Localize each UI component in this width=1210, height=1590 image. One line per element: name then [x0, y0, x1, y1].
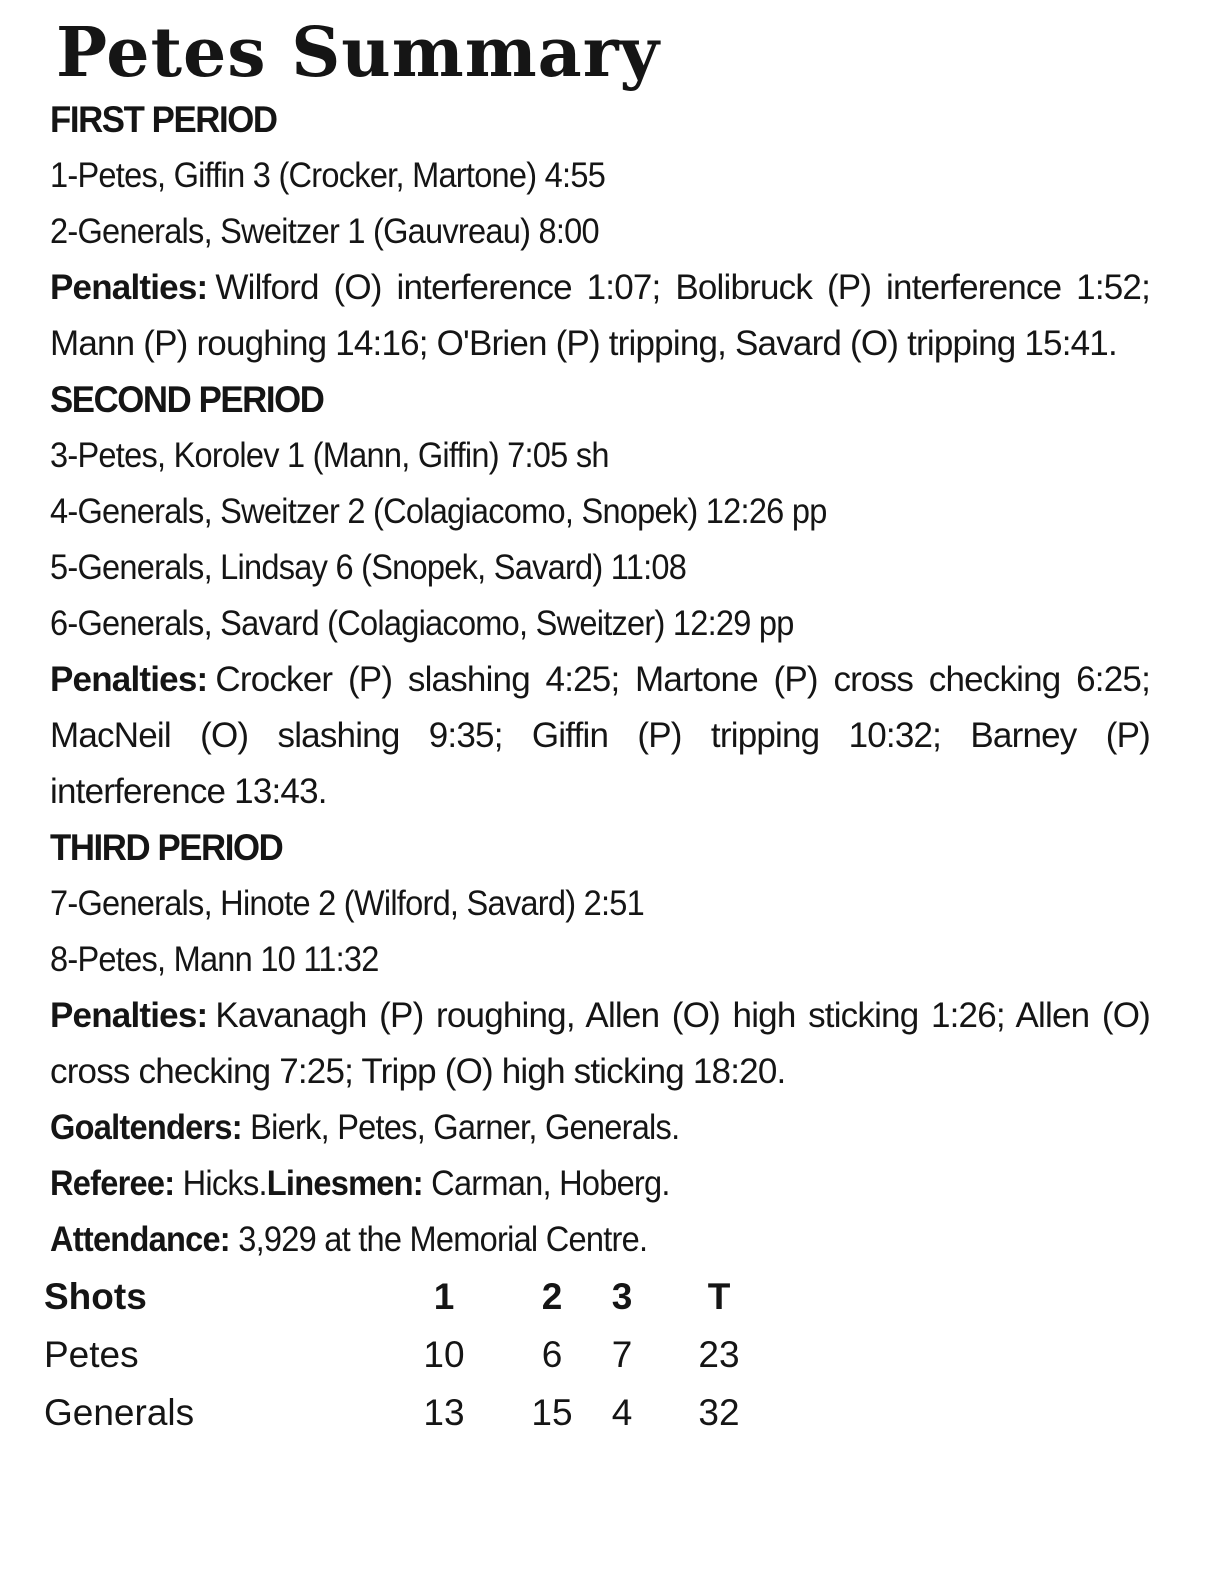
shots-cell: 7: [611, 1334, 633, 1375]
shots-header-row: [44, 1268, 1150, 1326]
shots-cell: 13: [423, 1392, 465, 1433]
officials-line: [50, 1156, 1073, 1212]
shots-cell: 6: [541, 1334, 563, 1375]
shots-row: [44, 1326, 1150, 1384]
penalties-paragraph: [50, 652, 1150, 820]
goal-line: 5-Generals, Lindsay 6 (Snopek, Savard) 11:08: [50, 548, 687, 587]
shots-header-period-3: 3: [611, 1276, 633, 1317]
goaltenders-line: [50, 1100, 1073, 1156]
shots-row: [44, 1384, 1150, 1442]
goal-line: 4-Generals, Sweitzer 2 (Colagiacomo, Snopek) 12:26 pp: [50, 492, 827, 531]
period-heading: SECOND PERIOD: [50, 379, 324, 420]
penalties-label: Penalties:: [50, 268, 208, 307]
referee-label: Referee:: [50, 1164, 175, 1203]
attendance-value: 3,929 at the Memorial Centre.: [238, 1220, 648, 1259]
referee-value: Hicks.: [182, 1164, 267, 1203]
goal-line: 7-Generals, Hinote 2 (Wilford, Savard) 2:51: [50, 884, 644, 923]
goaltenders-label: Goaltenders:: [50, 1108, 242, 1147]
shots-header-label: Shots: [44, 1276, 147, 1317]
penalties-paragraph: [50, 260, 1150, 372]
shots-cell: 32: [698, 1392, 740, 1433]
shots-team: Generals: [44, 1392, 195, 1433]
shots-header-period-1: 1: [433, 1276, 455, 1317]
goal-line: 2-Generals, Sweitzer 1 (Gauvreau) 8:00: [50, 212, 599, 251]
penalties-text: Kavanagh (P) roughing, Allen (O) high sticking 1:26; Allen (O) cross checking 7:25; Tripp (O) high sticking 18:20.: [50, 996, 1150, 1091]
period-heading: FIRST PERIOD: [50, 99, 277, 140]
shots-cell: 4: [611, 1392, 633, 1433]
shots-team: Petes: [44, 1334, 139, 1375]
shots-cell: 10: [423, 1334, 465, 1375]
shots-header-total: T: [707, 1276, 731, 1317]
period-heading: THIRD PERIOD: [50, 827, 283, 868]
attendance-label: Attendance:: [50, 1220, 230, 1259]
penalties-label: Penalties:: [50, 660, 208, 699]
linesmen-label: Linesmen:: [266, 1164, 423, 1203]
summary-title: Petes Summary: [56, 13, 661, 93]
goaltenders-value: Bierk, Petes, Garner, Generals.: [250, 1108, 680, 1147]
penalties-text: Crocker (P) slashing 4:25; Martone (P) cross checking 6:25; MacNeil (O) slashing 9:35; Giffin (P) tripping 10:32; Barney (P) interference 13:43.: [50, 660, 1150, 811]
shots-cell: 15: [531, 1392, 573, 1433]
linesmen-value: Carman, Hoberg.: [431, 1164, 670, 1203]
shots-table: [44, 1268, 1150, 1442]
penalties-label: Penalties:: [50, 996, 208, 1035]
shots-header-period-2: 2: [541, 1276, 563, 1317]
goal-line: 3-Petes, Korolev 1 (Mann, Giffin) 7:05 sh: [50, 436, 609, 475]
attendance-line: [50, 1212, 1073, 1268]
goal-line: 8-Petes, Mann 10 11:32: [50, 940, 379, 979]
penalties-text: Wilford (O) interference 1:07; Bolibruck (P) interference 1:52; Mann (P) roughing 14:16; O'Brien (P) tripping, Savard (O) tripping 15:41.: [50, 268, 1150, 363]
goal-line: 1-Petes, Giffin 3 (Crocker, Martone) 4:55: [50, 156, 606, 195]
penalties-paragraph: [50, 988, 1150, 1100]
shots-cell: 23: [698, 1334, 740, 1375]
goal-line: 6-Generals, Savard (Colagiacomo, Sweitzer) 12:29 pp: [50, 604, 794, 643]
